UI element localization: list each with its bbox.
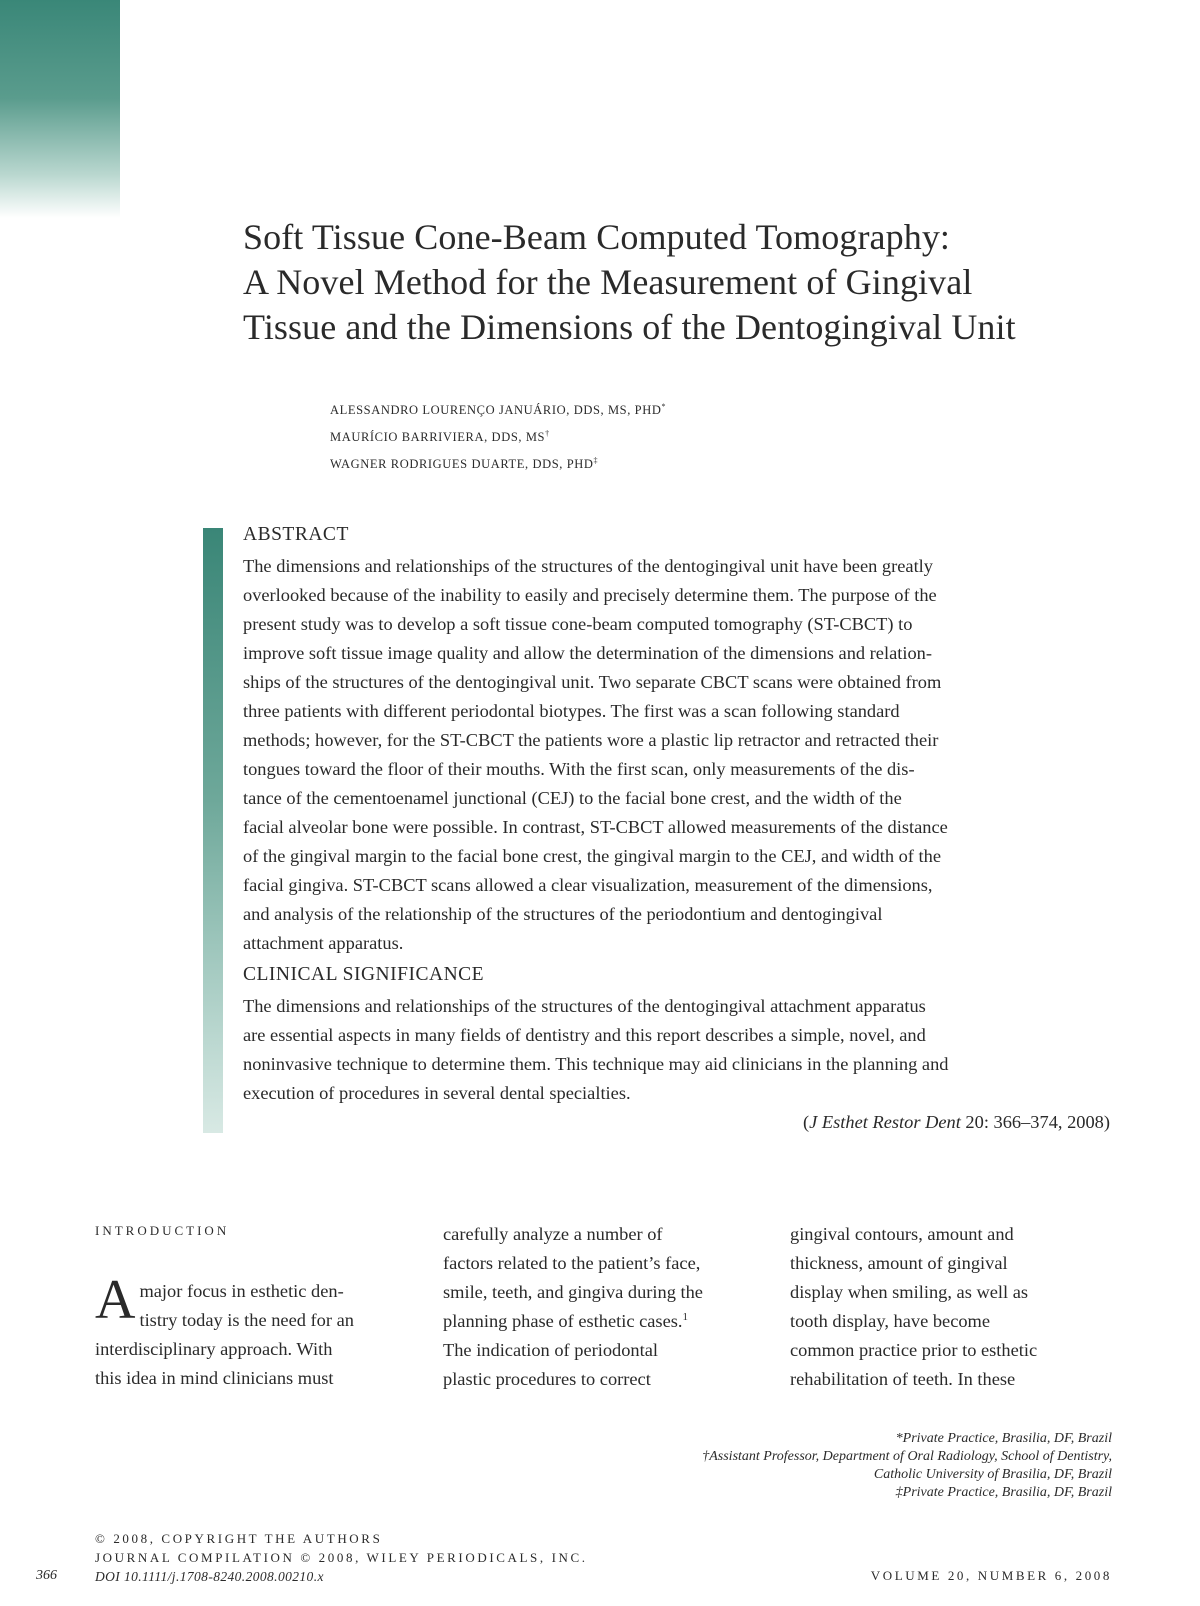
abstract-line: improve soft tissue image quality and allow the determination of the dimensions and relation-	[243, 643, 932, 663]
body-line	[443, 1307, 773, 1336]
affiliation-mark: ‡	[593, 456, 599, 466]
author-name: WAGNER RODRIGUES DUARTE, DDS, PHD	[330, 457, 594, 472]
abstract-box	[243, 522, 1113, 1137]
introduction-heading: INTRODUCTION	[95, 1223, 230, 1238]
clinical-line: execution of procedures in several dental specialties.	[243, 1083, 631, 1103]
abstract-paragraph	[243, 552, 1113, 958]
abstract-heading: ABSTRACT	[243, 524, 349, 545]
abstract-line: The dimensions and relationships of the structures of the dentogingival unit have been greatly	[243, 556, 933, 576]
drop-cap: A	[95, 1269, 136, 1331]
compilation-line: JOURNAL COMPILATION © 2008, WILEY PERIODICALS, INC.	[95, 1550, 588, 1565]
body-line: gingival contours, amount and	[790, 1224, 1014, 1244]
abstract-line: overlooked because of the inability to easily and precisely determine them. The purpose of the	[243, 585, 937, 605]
body-line: smile, teeth, and gingiva during the	[443, 1282, 703, 1302]
corner-color-block	[0, 0, 120, 218]
abstract-line: facial gingiva. ST-CBCT scans allowed a clear visualization, measurement of the dimensions,	[243, 875, 933, 895]
body-line: display when smiling, as well as	[790, 1282, 1029, 1302]
abstract-line: facial alveolar bone were possible. In contrast, ST-CBCT allowed measurements of the distance	[243, 817, 948, 837]
body-line: plastic procedures to correct	[443, 1369, 651, 1389]
title-line: Soft Tissue Cone-Beam Computed Tomography:	[243, 217, 951, 257]
body-column-3	[790, 1220, 1120, 1394]
affiliation-line: *Private Practice, Brasilia, DF, Brazil	[895, 1431, 1112, 1446]
abstract-line: tance of the cementoenamel junctional (CEJ) to the facial bone crest, and the width of the	[243, 788, 902, 808]
citation-details: 20: 366–374, 2008)	[960, 1112, 1110, 1132]
body-line: The indication of periodontal	[443, 1340, 659, 1360]
author-line	[330, 422, 666, 449]
reference-superscript: 1	[682, 1310, 689, 1323]
abstract-line: tongues toward the floor of their mouths. With the first scan, only measurements of the dis-	[243, 759, 915, 779]
clinical-line: The dimensions and relationships of the structures of the dentogingival attachment apparatus	[243, 996, 926, 1016]
citation-journal: J Esthet Restor Dent	[809, 1112, 961, 1132]
affiliation-mark: †	[545, 429, 550, 439]
body-line: rehabilitation of teeth. In these	[790, 1369, 1016, 1389]
copyright-line: © 2008, COPYRIGHT THE AUTHORS	[95, 1531, 383, 1546]
body-column-1	[95, 1269, 425, 1393]
body-line: factors related to the patient’s face,	[443, 1253, 701, 1273]
body-line: carefully analyze a number of	[443, 1224, 663, 1244]
abstract-line: and analysis of the relationship of the structures of the periodontium and dentogingival	[243, 904, 883, 924]
doi-line: DOI 10.1111/j.1708-8240.2008.00210.x	[95, 1569, 324, 1584]
author-affiliations	[702, 1430, 1112, 1502]
body-line: tooth display, have become	[790, 1311, 991, 1331]
author-line	[330, 449, 666, 476]
author-name: MAURÍCIO BARRIVIERA, DDS, MS	[330, 430, 546, 445]
title-line: A Novel Method for the Measurement of Gingival	[243, 262, 973, 302]
affiliation-line: ‡Private Practice, Brasilia, DF, Brazil	[895, 1485, 1112, 1500]
abstract-line: attachment apparatus.	[243, 933, 404, 953]
abstract-line: of the gingival margin to the facial bone crest, the gingival margin to the CEJ, and width of the	[243, 846, 941, 866]
body-line: this idea in mind clinicians must	[95, 1368, 334, 1388]
footer-copyright-block	[95, 1529, 588, 1586]
clinical-line: noninvasive technique to determine them. This technique may aid clinicians in the planning and	[243, 1054, 949, 1074]
clinical-line: are essential aspects in many fields of dentistry and this report describes a simple, novel, and	[243, 1025, 926, 1045]
abstract-line: ships of the structures of the dentogingival unit. Two separate CBCT scans were obtained from	[243, 672, 942, 692]
citation-open: (	[803, 1112, 810, 1132]
journal-citation	[243, 1108, 1110, 1137]
affiliation-line: Catholic University of Brasilia, DF, Brazil	[873, 1467, 1112, 1482]
abstract-line: methods; however, for the ST-CBCT the patients wore a plastic lip retractor and retracted their	[243, 730, 939, 750]
title-line: Tissue and the Dimensions of the Dentogingival Unit	[243, 307, 1016, 347]
page-number: 366	[36, 1568, 57, 1583]
abstract-line: three patients with different periodontal biotypes. The first was a scan following standard	[243, 701, 900, 721]
abstract-side-bar	[203, 528, 223, 1133]
author-list	[330, 395, 666, 476]
abstract-line: present study was to develop a soft tissue cone-beam computed tomography (ST-CBCT) to	[243, 614, 913, 634]
body-line: major focus in esthetic den-	[139, 1281, 344, 1301]
affiliation-mark: *	[661, 402, 667, 411]
body-line: interdisciplinary approach. With	[95, 1339, 333, 1359]
body-text: planning phase of esthetic cases.	[443, 1311, 683, 1331]
body-line: common practice prior to esthetic	[790, 1340, 1038, 1360]
body-column-2	[443, 1220, 773, 1394]
volume-issue: VOLUME 20, NUMBER 6, 2008	[870, 1568, 1112, 1583]
author-name: ALESSANDRO LOURENÇO JANUÁRIO, DDS, MS, PHD	[330, 403, 662, 418]
body-line: tistry today is the need for an	[139, 1310, 354, 1330]
author-line	[330, 395, 666, 422]
clinical-significance-paragraph	[243, 992, 1113, 1108]
clinical-significance-heading: CLINICAL SIGNIFICANCE	[243, 964, 485, 985]
article-title	[243, 215, 1143, 350]
body-line: thickness, amount of gingival	[790, 1253, 1008, 1273]
affiliation-line: †Assistant Professor, Department of Oral Radiology, School of Dentistry,	[702, 1449, 1112, 1464]
